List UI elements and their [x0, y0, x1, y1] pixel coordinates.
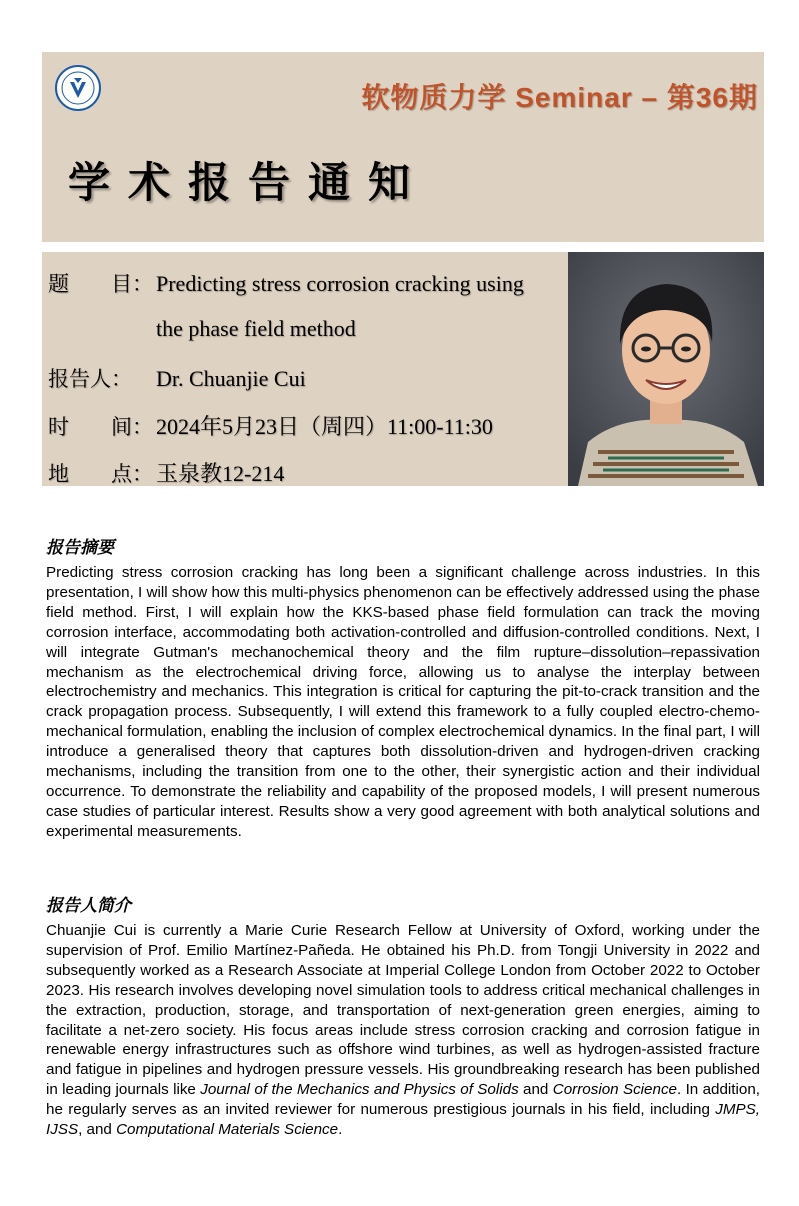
bio-heading: 报告人简介	[46, 896, 131, 916]
journal-jmps: Journal of the Mechanics and Physics of Solids	[200, 1081, 519, 1099]
topic-line-2: the phase field method	[156, 316, 356, 341]
topic-row-2	[156, 316, 356, 342]
journal-jmps-ijss: JMPS, IJSS	[46, 1101, 760, 1139]
bio-end: .	[338, 1121, 343, 1139]
talk-info-panel	[42, 252, 568, 486]
speaker-row	[48, 363, 306, 393]
topic-row	[48, 268, 524, 298]
speaker-label: 报告人：	[48, 367, 132, 391]
journal-corrosion-science: Corrosion Science	[552, 1081, 677, 1099]
place-row	[48, 457, 284, 488]
bio-and-1: and	[518, 1081, 553, 1099]
place-value: 玉泉教12-214	[156, 461, 285, 486]
speaker-name: Dr. Chuanjie Cui	[156, 366, 306, 391]
seminar-series-title: 软物质力学 Seminar – 第36期	[361, 82, 758, 113]
speaker-portrait-icon	[568, 252, 764, 486]
notice-title: 学术报告通知	[68, 158, 429, 207]
place-label: 地 点：	[48, 462, 153, 486]
topic-line-1: Predicting stress corrosion cracking using	[156, 271, 524, 296]
bio-and-2: , and	[78, 1121, 117, 1139]
topic-label: 题 目：	[48, 272, 153, 296]
time-label: 时 间：	[48, 415, 153, 439]
time-value: 2024年5月23日（周四）11:00-11:30	[156, 414, 493, 439]
poster-header	[42, 52, 764, 242]
time-row	[48, 410, 493, 441]
university-seal-icon	[54, 64, 102, 112]
bio-text-part-2: . In addition, he regularly serves as an invited reviewer for numerous prestigious journals in his field, including	[46, 1081, 761, 1119]
bio-text	[46, 921, 760, 1140]
bio-text-part-1: Chuanjie Cui is currently a Marie Curie Research Fellow at University of Oxford, working under the supervision of Prof. Emilio Martínez-Pañeda. He obtained his Ph.D. from Tongji University in 2022 and subsequently worked as a Research Associate at Imperial College London from October 2022 to October 2023. His research involves developing novel simulation tools to address critical mechanical challenges in the extraction, production, storage, and transportation of next-generation green energies, aiming to facilitate a net-zero society. His focus areas include stress corrosion cracking and corrosion fatigue in renewable energy infrastructures such as offshore wind turbines, as well as hydrogen-assisted fracture and fatigue in pipelines and hydrogen pressure vessels. His groundbreaking research has been published in leading journals like	[46, 922, 760, 1099]
abstract-heading: 报告摘要	[46, 538, 114, 558]
abstract-text: Predicting stress corrosion cracking has long been a significant challenge across industries. In this presentation, I will show how this multi-physics phenomenon can be effectively addressed using the phase field method. First, I will explain how the KKS-based phase field formulation can track the moving corrosion interface, accommodating both activation-controlled and diffusion-controlled conditions. Next, I will integrate Gutman's mechanochemical theory and the film rupture–dissolution–repassivation mechanism as the electrochemical driving force, allowing us to analyse the interplay between electrochemistry and mechanics. This integration is critical for capturing the pit-to-crack transition and the crack propagation process. Subsequently, I will extend this framework to a fully coupled electro-chemo-mechanical formulation, enabling the inclusion of complex electrochemical dynamics. In the final part, I will introduce a generalised theory that captures both dissolution-driven and hydrogen-driven cracking mechanisms, including the transition from one to the other, their synergistic action and their individual occurrence. To demonstrate the reliability and capability of the proposed models, I will present numerous case studies of particular interest. Results show a very good agreement with both analytical solutions and experimental measurements.	[46, 564, 760, 840]
journal-comp-mat-sci: Computational Materials Science	[116, 1121, 339, 1139]
speaker-photo	[568, 252, 764, 486]
